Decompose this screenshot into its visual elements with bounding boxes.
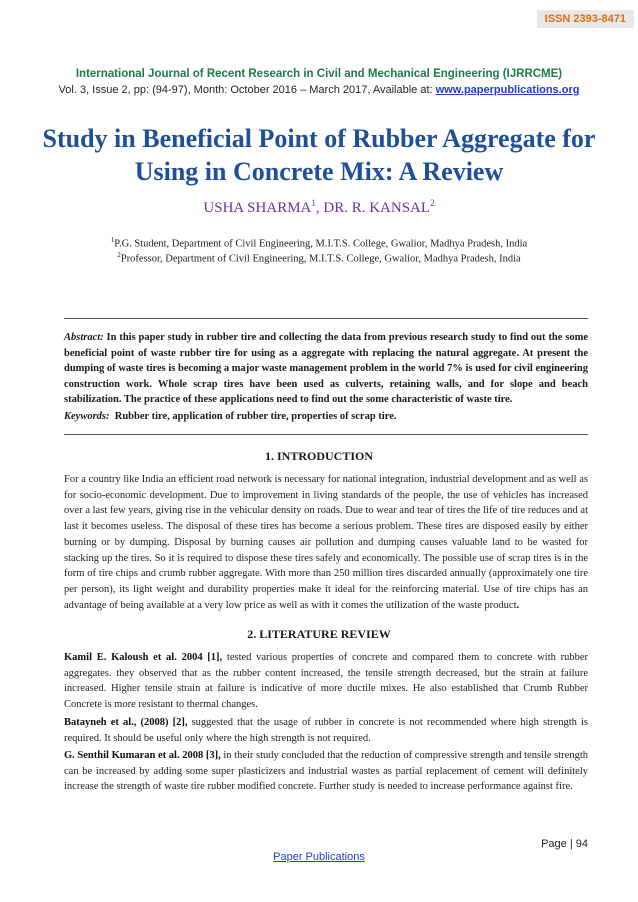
keywords: [64, 411, 588, 422]
abstract-label: Abstract:: [64, 332, 104, 343]
paper-title: Study in Beneficial Point of Rubber Aggregate for Using in Concrete Mix: A Review: [42, 124, 596, 186]
affiliation-1-text: P.G. Student, Department of Civil Engineering, M.I.T.S. College, Gwalior, Madhya Pradesh, India: [114, 238, 528, 250]
literature-ref-1: Kamil E. Kaloush et al. 2004 [1],: [64, 652, 223, 663]
author-2: DR. R. KANSAL: [323, 200, 431, 216]
volume-text: Vol. 3, Issue 2, pp: (94-97), Month: October 2016 – March 2017, Available at:: [58, 84, 436, 96]
authors-line: [0, 198, 638, 217]
affiliation-1: [0, 236, 638, 250]
section-heading-introduction: 1. INTRODUCTION: [264, 449, 373, 463]
divider-bottom: [64, 434, 588, 435]
author-2-sup: 2: [430, 198, 435, 208]
author-1-sup: 1: [311, 198, 316, 208]
literature-text-2: suggested that the usage of rubber in concrete is not recommended where high strength is required. It should be useful only where the high strength is not required.: [64, 717, 588, 744]
author-separator: ,: [315, 200, 324, 216]
section-heading-literature-review: 2. LITERATURE REVIEW: [247, 627, 391, 641]
affiliation-2: [0, 251, 638, 265]
introduction-end: .: [516, 599, 520, 611]
affiliation-1-sup: 1: [110, 236, 115, 244]
literature-ref-2: Batayneh et al., (2008) [2],: [64, 717, 188, 728]
website-link[interactable]: www.paperpublications.org: [435, 84, 580, 96]
keywords-text: Rubber tire, application of rubber tire, properties of scrap tire.: [114, 411, 397, 422]
literature-text-1: tested various properties of concrete and compared them to concrete with rubber aggregates. they observed that as the rubber content increased, the tensile strength decreased, but the strain at failure increased. Higher tensile strain at failure is indicative of more ductile mixes. He also established that Crumb Rubber Concrete is more resistant to thermal changes.: [64, 652, 588, 711]
issn-badge: ISSN 2393-8471: [537, 10, 634, 28]
literature-paragraph-3: [64, 748, 588, 795]
publisher-link[interactable]: Paper Publications: [273, 851, 365, 863]
affiliation-2-sup: 2: [117, 251, 121, 259]
literature-text-3: in their study concluded that the reduction of compressive strength and tensile strength can be increased by adding some super plasticizers and industrial wastes as partial replacement of cement will definitely increase the strength of waste tire rubber modified concrete. Further study is needed to increase performance against fire.: [64, 750, 588, 793]
introduction-text: For a country like India an efficient road network is necessary for national integration, industrial development and as well as for socio-economic development. Due to improvement in living standards of the people, the use of vehicles has increased over a last few years, giving rise in the vehicular density on roads. Due to wear and tear of tires the life of tire reduces and at last it becomes useless. The disposal of these tires has become a serious problem. These tires are disposed easily by either burning or by dumping. Disposal by burning causes air pollution and dumping causes valuable land to be wasted for stacking up the tires. So it is required to dispose these tires safely and economically. The possible use of scrap tires is in the form of tire chips and crumb rubber aggregate. With more than 250 million tires discarded annually (approximately one tire per person), its light weight and durability properties make it ideal for the reinforcing material. Use of tire chips has an advantage of being available at a very low price as well as with it comes the utilization of the waste product: [64, 474, 588, 611]
literature-ref-3: G. Senthil Kumaran et al. 2008 [3],: [64, 750, 221, 761]
keywords-label: Keywords:: [64, 411, 110, 422]
divider-top: [64, 318, 588, 319]
abstract-text: In this paper study in rubber tire and collecting the data from previous research study to find out the some beneficial point of waste rubber tire for using as a aggregate with replacing the natural aggregate. At present the dumping of waste tires is becoming a major waste management problem in the world 7% is used for civil engineering construction work. Whole scrap tires have been used as culverts, retaining walls, and for slope and beach stabilization. The practice of these applications need to find out the some characteristic of waste tire.: [64, 332, 588, 406]
volume-line: [0, 84, 638, 96]
abstract: [64, 330, 588, 408]
literature-paragraph-2: [64, 715, 588, 746]
journal-name: International Journal of Recent Research in Civil and Mechanical Engineering (IJRRCME): [75, 68, 563, 80]
introduction-paragraph: [64, 472, 588, 613]
literature-paragraph-1: [64, 650, 588, 713]
affiliation-2-text: Professor, Department of Civil Engineering, M.I.T.S. College, Gwalior, Madhya Pradesh, India: [120, 253, 521, 265]
author-1: USHA SHARMA: [203, 200, 312, 216]
page-number: Page | 94: [541, 838, 588, 850]
